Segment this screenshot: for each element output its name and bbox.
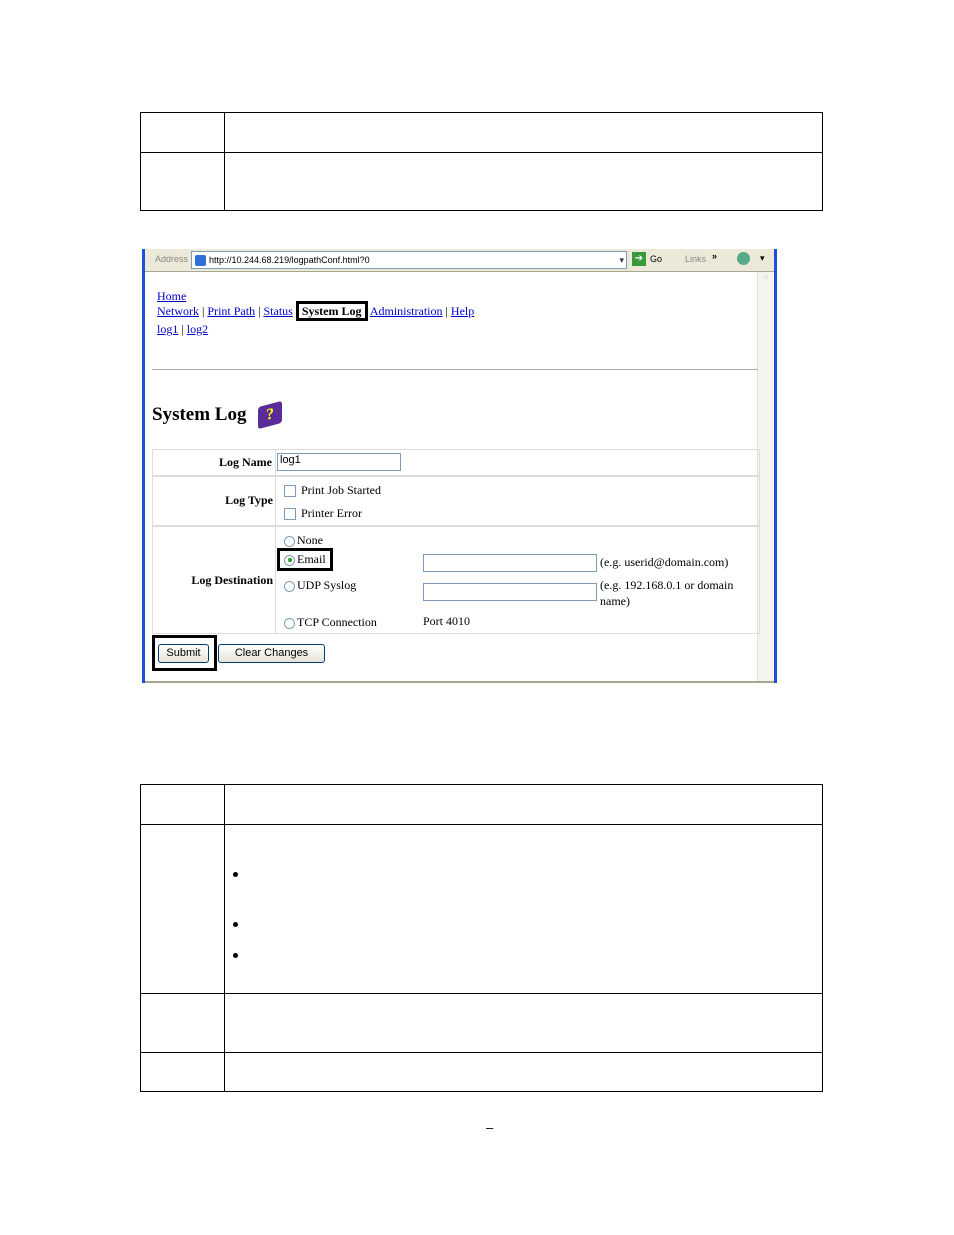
nav-system-log-current[interactable]: System Log — [296, 301, 368, 321]
page-title: System Log — [152, 404, 247, 425]
radio-email[interactable] — [277, 548, 333, 571]
checkbox-label: Printer Error — [301, 506, 362, 520]
links-chevron[interactable]: » — [712, 251, 718, 261]
nav-print-path[interactable]: Print Path — [207, 304, 256, 318]
radio-label: TCP Connection — [297, 615, 377, 629]
checkbox[interactable] — [284, 485, 296, 497]
separator: | — [258, 304, 261, 318]
log-destination-row — [152, 526, 760, 634]
url-field[interactable] — [191, 251, 627, 269]
radio-udp-syslog[interactable] — [284, 578, 356, 593]
bullet — [233, 953, 238, 958]
bullet — [233, 872, 238, 877]
page-number-mark: – — [486, 1120, 494, 1135]
separator: | — [202, 304, 205, 318]
help-book-icon: ? — [258, 401, 282, 429]
checkbox-print-job-started[interactable] — [284, 483, 381, 498]
checkbox-label: Print Job Started — [301, 483, 381, 497]
address-label: Address — [155, 254, 189, 264]
links-label[interactable]: Links — [685, 254, 707, 264]
separator: | — [181, 322, 184, 336]
bullet — [233, 922, 238, 927]
submit-button[interactable]: Submit — [158, 644, 209, 663]
email-hint: (e.g. userid@domain.com) — [600, 555, 729, 569]
radio-label: UDP Syslog — [297, 578, 357, 592]
log-type-row — [152, 476, 760, 526]
browser-screenshot — [142, 249, 777, 683]
radio-none[interactable] — [284, 533, 323, 548]
udp-hint-line2: name) — [600, 594, 630, 608]
scroll-up-icon[interactable]: ˄ — [763, 272, 769, 282]
nav-network[interactable]: Network — [157, 304, 199, 318]
tcp-port-text: Port 4010 — [423, 614, 471, 628]
nav-status[interactable]: Status — [263, 304, 293, 318]
go-button[interactable]: Go — [650, 254, 663, 264]
log-destination-label: Log Destination — [191, 573, 273, 587]
email-input[interactable] — [423, 554, 597, 572]
nav-help[interactable]: Help — [450, 304, 475, 318]
log-type-label: Log Type — [225, 493, 273, 507]
nav-administration[interactable]: Administration — [369, 304, 443, 318]
nav-home[interactable]: Home — [157, 289, 187, 303]
ie-page-icon — [195, 255, 206, 266]
nav-log1[interactable]: log1 — [157, 322, 179, 336]
clear-changes-button[interactable]: Clear Changes — [218, 644, 325, 663]
log-name-row — [152, 449, 760, 476]
udp-syslog-input[interactable] — [423, 583, 597, 601]
divider — [152, 369, 758, 370]
top-table — [140, 112, 823, 211]
nav-log2[interactable]: log2 — [186, 322, 209, 336]
radio-label: Email — [297, 552, 326, 566]
checkbox[interactable] — [284, 508, 296, 520]
chevron-down-icon[interactable]: ▾ — [619, 255, 624, 265]
checkbox-printer-error[interactable] — [284, 506, 362, 521]
url-text: http://10.244.68.219/logpathConf.html?0 — [209, 255, 370, 265]
log-name-input[interactable]: log1 — [277, 453, 401, 471]
radio-tcp-connection[interactable] — [284, 615, 377, 630]
dropdown-icon[interactable]: ▾ — [760, 253, 765, 263]
separator: | — [445, 304, 448, 318]
go-arrow-icon[interactable]: ➔ — [632, 252, 646, 266]
bottom-table — [140, 784, 823, 1092]
address-bar — [145, 249, 774, 272]
radio-label: None — [297, 533, 323, 547]
log-name-label: Log Name — [219, 455, 272, 469]
toolbar-extension-icon[interactable] — [737, 252, 750, 265]
udp-hint-line1: (e.g. 192.168.0.1 or domain — [600, 578, 734, 592]
